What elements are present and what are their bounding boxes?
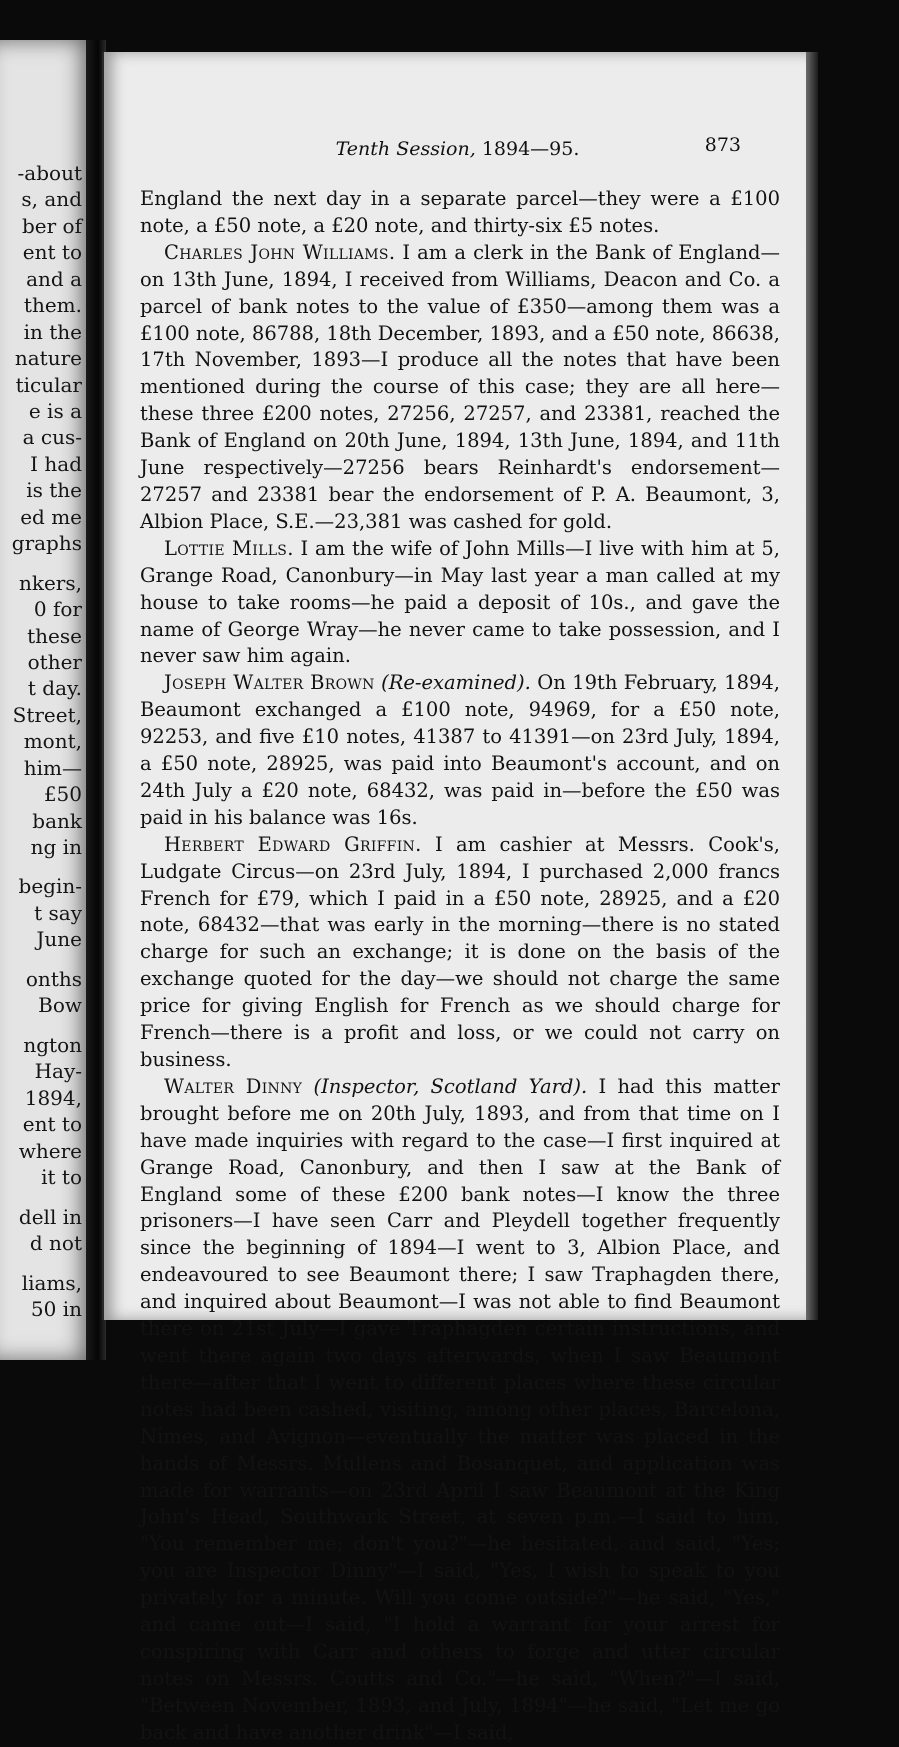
left-page-line-text: nature [14, 346, 82, 370]
left-page-line [0, 599, 96, 619]
witness-note: (Inspector, Scotland Yard). [313, 1074, 588, 1098]
left-page-line [0, 969, 96, 989]
left-page-line [0, 929, 96, 949]
current-page [102, 52, 811, 1744]
left-page-line [0, 573, 96, 593]
left-page-line [0, 678, 96, 698]
left-page-line-text: it to [41, 1165, 82, 1189]
left-page-line [0, 995, 96, 1015]
witness-name: Joseph Walter Brown [164, 671, 375, 695]
paragraph [140, 670, 780, 831]
left-page-line [0, 1273, 96, 1293]
left-page-line-text: 1894, [24, 1086, 82, 1110]
left-page-line-text: liams, [21, 1271, 82, 1295]
page-number: 873 [704, 134, 741, 156]
paragraph [140, 240, 780, 536]
left-page-line-text: ber of [22, 214, 82, 238]
left-page-line-text: where [18, 1139, 82, 1163]
left-page-line [0, 837, 96, 857]
left-page-line [0, 705, 96, 725]
paragraph-text: I am cashier at Messrs. Cook's, Ludgate Circus—on 23rd July, 1894, I purchased 2,000 francs French for £79, which I paid in a £50 note, 28925, and a £20 note, 68432—that was early in the morning—there is no stated charge for such an exchange; it is done on the basis of the exchange quoted for the day—we should not charge the same price for giving English for French as we should charge for French—there is a profit and loss, or we could not carry on business. [140, 832, 781, 1071]
paragraph-text: I had this matter brought before me on 20th July, 1893, and from that time on I have made inquiries with regard to the case—I first inquired at Grange Road, Canonbury, and then I saw at the Bank of England some of these £200 bank notes—I know the three prisoners—I have seen Carr and Pleydell together frequently since the beginning of 1894—I went to 3, Albion Place, and endeavoured to see Beaumont there; I saw Traphagden there, and inquired about Beaumont—I was not able to find Beaumont there on 21st July—I gave Traphagden certain instructions, and went there again two days afterwards, when I saw Beaumont there—after that I went to different places where these circular notes had been cashed, visiting, among other places, Barcelona, Nîmes, and Avignon—eventually the matter was placed in the hands of Messrs. Mullens and Bosanquet, and application was made for warrants—on 23rd April I saw Beaumont at the King John's Head, Southwark Street, at seven p.m.—I said to him, "You remember me; don't you?"—he hesitated, and said, "Yes; you are Inspector Dinny"—I said, "Yes, I wish to speak to you privately for a minute. Will you come outside?"—he said, "Yes," and came out—I said, "I hold a warrant for your arrest for conspiring with Carr and others to forge and utter circular notes on Messrs. Coutts and Co."—he said, "When?"—I said, "Between November, 1893, and July, 1894"—he said, "Let me go back and have another drink"—I said, [140, 1074, 781, 1744]
left-page-line [0, 758, 96, 778]
left-page-line-text: graphs [11, 531, 82, 555]
left-page-line [0, 1167, 96, 1187]
left-page-line [0, 189, 96, 209]
paragraph-text: On 19th February, 1894, Beaumont exchanged a £100 note, 94969, for a £50 note, 92253, and five £10 notes, 41387 to 41391—on 23rd July, 1894, a £50 note, 28925, was paid into Beaumont's account, and on 24th July a £20 note, 68432, was paid in—before the £50 was paid in his balance was 16s. [140, 671, 780, 829]
left-page-line-text: a cus- [22, 425, 82, 449]
witness-name: Walter Dinny [164, 1074, 303, 1098]
paragraph [140, 832, 780, 1074]
paragraph-text: I am a clerk in the Bank of England—on 13th June, 1894, I received from Williams, Deacon and Co. a parcel of bank notes to the value of £350—among them was a £100 note, 86788, 18th December, 1893, and a £50 note, 86638, 17th November, 1893—I produce all the notes that have been mentioned during the course of this case; they are all here—these three £200 notes, 27256, 27257, and 23381, reached the Bank of England on 20th June, 1894, 13th June, 1894, and 11th June respectively—27256 bears Reinhardt's endorsement—27257 and 23381 bear the endorsement of P. A. Beaumont, 3, Albion Place, S.E.—23,381 was cashed for gold. [140, 240, 780, 533]
left-page-line [0, 507, 96, 527]
left-page-line-text: them. [23, 293, 82, 317]
left-page-line-text: these [27, 624, 82, 648]
left-page-line-text: e is a [28, 399, 82, 423]
paragraph-text: England the next day in a separate parcel—they were a £100 note, a £50 note, a £20 note, and thirty-six £5 notes. [140, 187, 780, 237]
witness-name: Lottie Mills. [164, 536, 294, 560]
page-edge [806, 52, 818, 1320]
witness-note: (Re-examined). [381, 671, 531, 695]
left-page-line [0, 784, 96, 804]
left-page-line [0, 427, 96, 447]
paragraph [140, 536, 780, 671]
left-page-line-text: in the [23, 320, 82, 344]
left-page-line-text: Hay- [34, 1059, 82, 1083]
left-page-line [0, 322, 96, 342]
left-page-line-text: ent to [22, 1112, 82, 1136]
left-page-line-text: mont, [23, 729, 82, 753]
left-page-line [0, 454, 96, 474]
left-page-line-text: dell in [18, 1205, 82, 1229]
left-page-line-text: t day. [27, 676, 82, 700]
left-page-line-text: is the [26, 478, 82, 502]
left-page-line-text: t say [34, 901, 82, 925]
left-page-line-text: I had [30, 452, 82, 476]
previous-page [0, 40, 96, 1360]
left-page-line-text: 0 for [33, 597, 82, 621]
left-page-line [0, 480, 96, 500]
left-page-line [0, 1233, 96, 1253]
left-page-line [0, 903, 96, 923]
left-page-line-text: bank [32, 809, 82, 833]
left-page-line-text: -about [17, 161, 82, 185]
left-page-line-text: June [36, 927, 82, 951]
left-page-line [0, 401, 96, 421]
left-page-line [0, 216, 96, 236]
left-page-line [0, 1035, 96, 1055]
left-page-line-text: ng in [30, 835, 82, 859]
left-page-line-text: ed me [20, 505, 82, 529]
witness-name: Charles John Williams. [164, 240, 396, 264]
left-page-line [0, 1114, 96, 1134]
left-page-line [0, 1207, 96, 1227]
left-page-line [0, 163, 96, 183]
left-page-line [0, 811, 96, 831]
left-page-line [0, 295, 96, 315]
left-page-line [0, 731, 96, 751]
left-page-line-text: ent to [22, 240, 82, 264]
left-page-line [0, 375, 96, 395]
left-page-line [0, 652, 96, 672]
left-page-line [0, 1061, 96, 1081]
left-page-line [0, 1141, 96, 1161]
left-page-line-text: ticular [15, 373, 82, 397]
left-page-line-text: Bow [38, 993, 82, 1017]
session-years: 1894—95. [481, 138, 580, 160]
left-page-line [0, 269, 96, 289]
session-title: Tenth Session, [335, 138, 476, 160]
left-page-line-text: nkers, [18, 571, 82, 595]
left-page-line-text: begin- [18, 874, 82, 898]
left-page-line-text: Street, [12, 703, 82, 727]
left-page-line [0, 1088, 96, 1108]
left-page-line-text: ngton [23, 1033, 82, 1057]
left-page-line [0, 533, 96, 553]
paragraph [140, 186, 780, 240]
left-page-line-text: onths [25, 967, 82, 991]
left-page-line [0, 242, 96, 262]
witness-name: Herbert Edward Griffin. [164, 832, 422, 856]
left-page-line [0, 876, 96, 896]
testimony-text [140, 186, 780, 1747]
left-page-line-text: and a [26, 267, 82, 291]
left-page-line-text: £50 [43, 782, 82, 806]
paragraph [140, 1074, 780, 1747]
left-page-line-text: 50 in [30, 1297, 82, 1321]
left-page-line-text: s, and [21, 187, 82, 211]
left-page-line [0, 1299, 96, 1319]
left-page-line [0, 626, 96, 646]
paragraph-text: I am the wife of John Mills—I live with him at 5, Grange Road, Canonbury—in May last year a man called at my house to take rooms—he paid a deposit of 10s., and gave the name of George Wray—he never came to take possession, and I never saw him again. [140, 536, 780, 668]
left-page-line-text: other [27, 650, 82, 674]
left-page-line-text: d not [29, 1231, 82, 1255]
left-page-line-text: him— [23, 756, 82, 780]
left-page-line [0, 348, 96, 368]
